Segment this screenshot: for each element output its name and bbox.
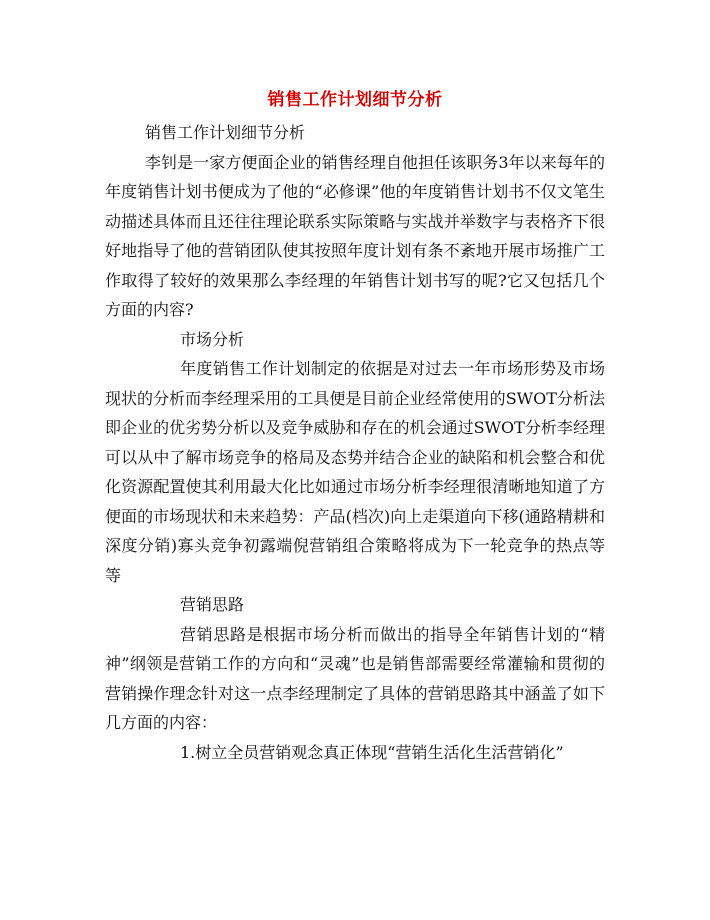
document-body <box>105 118 605 767</box>
subtitle-paragraph: 销售工作计划细节分析 <box>145 123 306 142</box>
market-analysis-paragraph: 年度销售工作计划制定的依据是对过去一年市场形势及市场现状的分析而李经理采用的工具便是目前企业经常使用的SWOT分析法即企业的优劣势分析以及竞争威胁和存在的机会通过SWOT分析李经理可以从中了解市场竞争的格局及态势并结合企业的缺陷和机会整合和优化资源配置使其利用最大化比如通过市场分析李经理很清晰地知道了方便面的市场现状和未来趋势：产品(档次)向上走渠道向下移(通路精耕和深度分销)寡头竞争初露端倪营销组合策略将成为下一轮竞争的热点等等 <box>105 359 605 585</box>
document-title: 销售工作计划细节分析 <box>267 90 443 110</box>
section-heading-marketing-ideas: 营销思路 <box>180 595 245 614</box>
marketing-ideas-paragraph: 营销思路是根据市场分析而做出的指导全年销售计划的“精神”纲领是营销工作的方向和“灵魂”也是销售部需要经常灌输和贯彻的营销操作理念针对这一点李经理制定了具体的营销思路其中涵盖了如下几方面的内容： <box>105 624 605 732</box>
section-heading-market-analysis: 市场分析 <box>180 329 245 349</box>
list-item-1: 1.树立全员营销观念真正体现“营销生活化生活营销化” <box>180 742 564 762</box>
intro-paragraph: 李钊是一家方便面企业的销售经理自他担任该职务3年以来每年的年度销售计划书便成为了他的“必修课”他的年度销售计划书不仅文笔生动描述具体而且还往往理论联系实际策略与实战并举数字与表格齐下很好地指导了他的营销团队使其按照年度计划有条不紊地开展市场推广工作取得了较好的效果那么李经理的年销售计划书写的呢?它又包括几个方面的内容? <box>105 152 605 319</box>
